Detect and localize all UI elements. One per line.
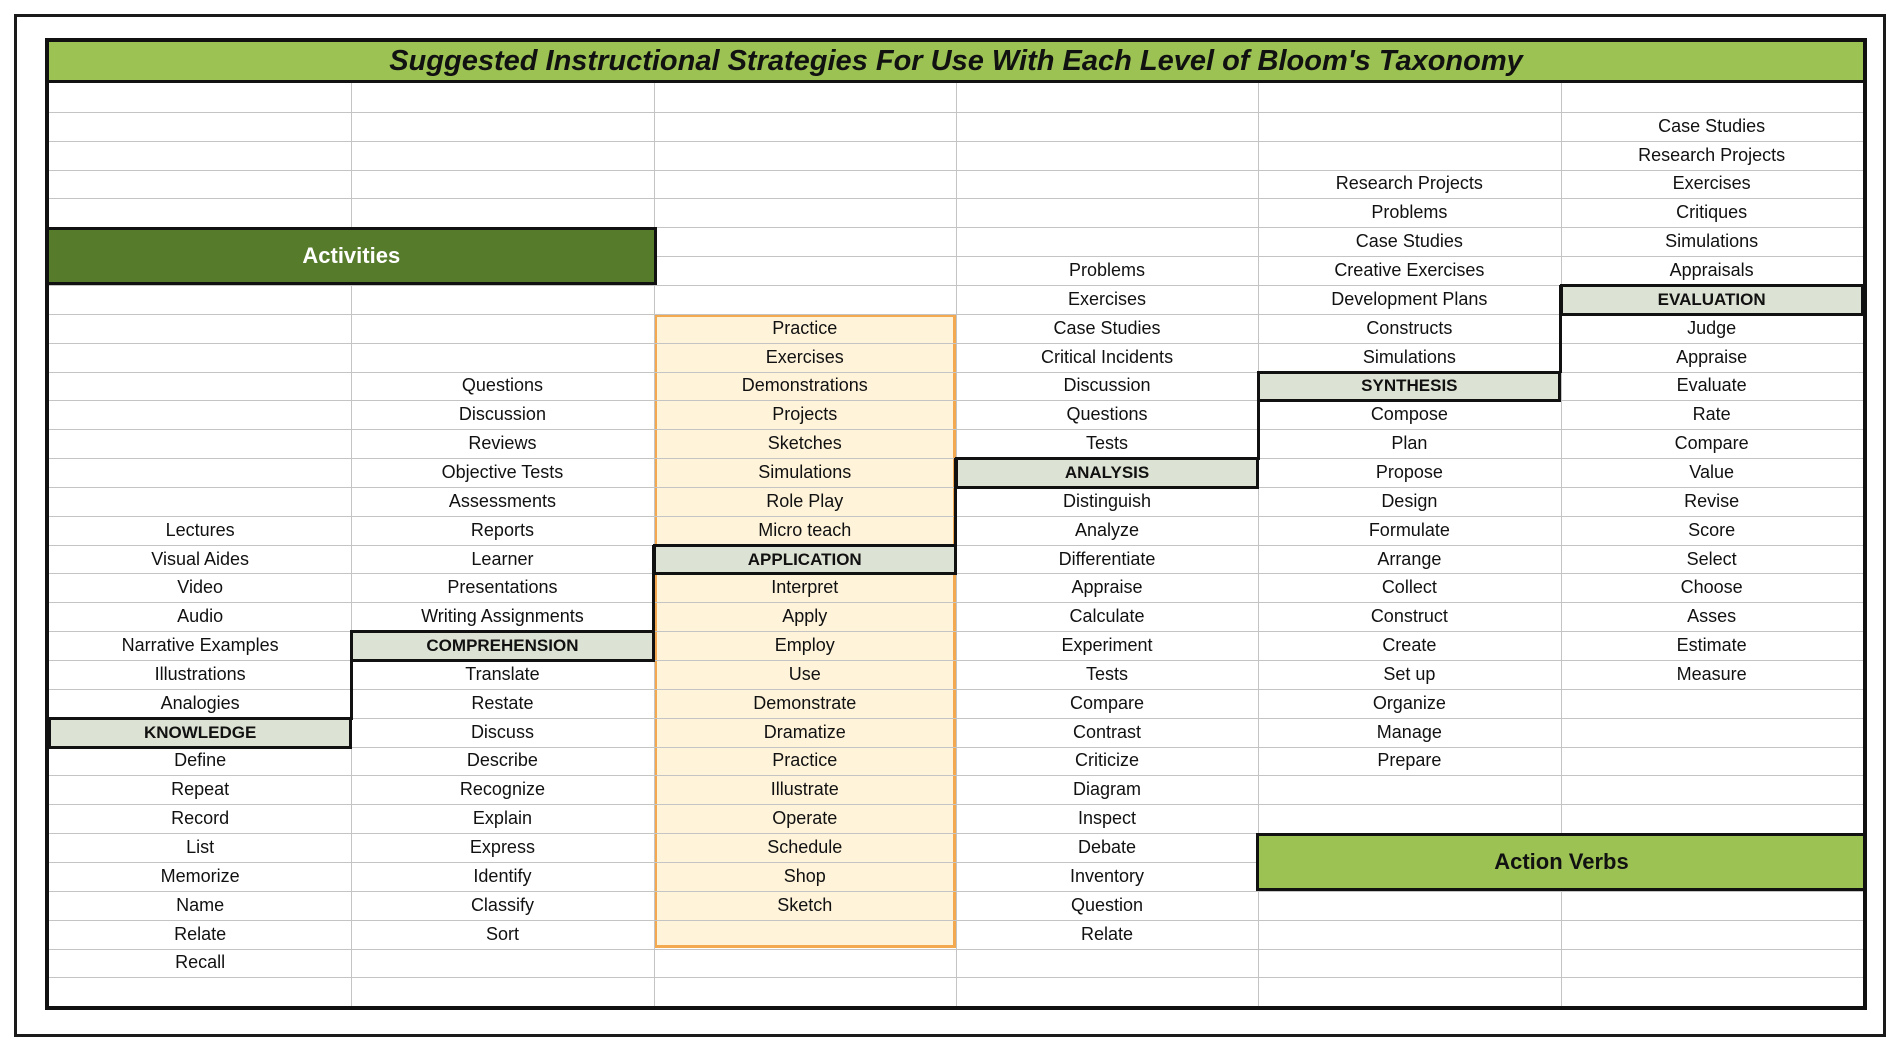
action-verb-item: Employ (774, 635, 835, 656)
action-verb-item: Record (171, 808, 230, 829)
action-verb-item: Operate (772, 808, 838, 829)
activity-item: Problems (1069, 260, 1146, 281)
activity-item: Reports (470, 519, 534, 540)
activity-item: Illustrations (154, 663, 246, 684)
activity-item: Tests (1086, 433, 1129, 454)
action-verb-item: Express (469, 837, 535, 858)
activity-item: Discussion (1063, 375, 1151, 396)
activity-item: Objective Tests (441, 461, 564, 482)
action-verb-item: Organize (1372, 692, 1446, 713)
level-header-evaluation: EVALUATION (1560, 284, 1864, 316)
action-verb-item: Design (1381, 490, 1438, 511)
action-verb-item: Question (1071, 894, 1144, 915)
activity-item: Role Play (766, 490, 844, 511)
action-verb-item: Prepare (1377, 750, 1442, 771)
activity-item: Sketches (767, 433, 842, 454)
activity-item: Exercises (1672, 173, 1751, 194)
action-verb-item: Appraise (1676, 346, 1748, 367)
action-verb-item: Recognize (459, 779, 545, 800)
activity-item: Simulations (1665, 231, 1759, 252)
action-verb-item: Explain (472, 808, 532, 829)
activity-item: Writing Assignments (421, 606, 584, 627)
activity-item: Critiques (1676, 202, 1748, 223)
action-verb-item: Describe (466, 750, 538, 771)
taxonomy-sheet (45, 38, 1867, 1010)
activity-item: Critical Incidents (1041, 346, 1174, 367)
action-verb-item: Relate (174, 923, 227, 944)
activity-item: Questions (1066, 404, 1148, 425)
action-verb-item: Practice (772, 750, 838, 771)
action-verb-item: Rate (1692, 404, 1731, 425)
level-header-synthesis: SYNTHESIS (1257, 371, 1561, 403)
action-verb-item: List (186, 837, 215, 858)
action-verb-item: Estimate (1676, 635, 1747, 656)
activity-item: Discussion (458, 404, 546, 425)
action-verb-item: Memorize (160, 865, 240, 886)
action-verb-item: Score (1688, 519, 1736, 540)
action-verb-item: Differentiate (1058, 548, 1156, 569)
action-verb-item: Value (1689, 461, 1734, 482)
action-verb-item: Calculate (1069, 606, 1145, 627)
activity-item: Learner (471, 548, 534, 569)
action-verb-item: Tests (1086, 663, 1129, 684)
activity-item: Narrative Examples (121, 635, 279, 656)
action-verb-item: Compare (1070, 692, 1145, 713)
activity-item: Case Studies (1658, 115, 1766, 136)
action-verb-item: Name (176, 894, 225, 915)
activity-item: Problems (1371, 202, 1448, 223)
action-verb-item: Select (1686, 548, 1737, 569)
activity-item: Lectures (165, 519, 235, 540)
activity-item: Analogies (160, 692, 240, 713)
activity-item: Assessments (448, 490, 556, 511)
action-verb-item: Illustrate (770, 779, 839, 800)
action-verb-item: Apply (782, 606, 828, 627)
action-verb-item: Relate (1081, 923, 1134, 944)
activity-item: Practice (772, 317, 838, 338)
action-verb-item: Plan (1391, 433, 1428, 454)
action-verb-item: Judge (1687, 317, 1737, 338)
activity-item: Creative Exercises (1334, 260, 1485, 281)
activity-item: Exercises (1068, 288, 1147, 309)
action-verb-item: Compose (1370, 404, 1448, 425)
level-header-comprehension: COMPREHENSION (350, 630, 654, 662)
action-verb-item: Propose (1375, 461, 1443, 482)
activity-item: Video (177, 577, 223, 598)
activities-banner: Activities (46, 227, 657, 285)
action-verb-item: Sketch (777, 894, 833, 915)
activity-item: Research Projects (1638, 144, 1786, 165)
activity-item: Visual Aides (151, 548, 250, 569)
action-verb-item: Experiment (1061, 635, 1153, 656)
action-verb-item: Revise (1684, 490, 1740, 511)
action-verb-item: Construct (1370, 606, 1448, 627)
action-verbs-banner: Action Verbs (1256, 833, 1867, 891)
action-verb-item: Arrange (1377, 548, 1442, 569)
level-header-analysis: ANALYSIS (955, 457, 1259, 489)
action-verb-item: Compare (1674, 433, 1749, 454)
action-verb-item: Translate (465, 663, 540, 684)
action-verb-item: Shop (783, 865, 826, 886)
activity-item: Exercises (765, 346, 844, 367)
action-verb-item: Criticize (1075, 750, 1140, 771)
action-verb-item: Demonstrate (753, 692, 857, 713)
activity-item: Research Projects (1335, 173, 1483, 194)
activity-item: Reviews (468, 433, 537, 454)
action-verb-item: Asses (1687, 606, 1737, 627)
action-verb-item: Create (1382, 635, 1437, 656)
action-verb-item: Schedule (767, 837, 843, 858)
level-header-knowledge: KNOWLEDGE (48, 717, 352, 749)
action-verb-item: Classify (470, 894, 534, 915)
action-verb-item: Formulate (1368, 519, 1450, 540)
activity-item: Case Studies (1053, 317, 1161, 338)
activity-item: Micro teach (758, 519, 852, 540)
activity-item: Audio (177, 606, 224, 627)
action-verb-item: Inspect (1078, 808, 1137, 829)
action-verb-item: Interpret (771, 577, 839, 598)
activity-item: Constructs (1366, 317, 1453, 338)
action-verb-item: Analyze (1075, 519, 1140, 540)
action-verb-item: Collect (1381, 577, 1437, 598)
action-verb-item: Repeat (171, 779, 230, 800)
activity-item: Case Studies (1355, 231, 1463, 252)
activity-item: Development Plans (1331, 288, 1488, 309)
action-verb-item: Sort (485, 923, 519, 944)
action-verb-item: Define (174, 750, 227, 771)
activity-item: Simulations (1362, 346, 1456, 367)
action-verb-item: Discuss (470, 721, 534, 742)
action-verb-item: Appraise (1071, 577, 1143, 598)
action-verb-item: Debate (1078, 837, 1137, 858)
action-verb-item: Measure (1676, 663, 1747, 684)
sheet-title: Suggested Instructional Strategies For Use With Each Level of Bloom's Taxonomy (49, 42, 1863, 83)
activity-item: Demonstrations (741, 375, 868, 396)
action-verb-item: Dramatize (763, 721, 846, 742)
level-header-application: APPLICATION (653, 544, 957, 576)
action-verb-item: Use (788, 663, 821, 684)
activity-item: Simulations (758, 461, 852, 482)
activity-item: Appraisals (1669, 260, 1754, 281)
activity-item: Projects (772, 404, 838, 425)
action-verb-item: Recall (175, 952, 226, 973)
action-verb-item: Contrast (1073, 721, 1142, 742)
action-verb-item: Restate (471, 692, 534, 713)
action-verb-item: Inventory (1070, 865, 1145, 886)
action-verb-item: Distinguish (1063, 490, 1152, 511)
action-verb-item: Evaluate (1676, 375, 1747, 396)
action-verb-item: Diagram (1073, 779, 1142, 800)
action-verb-item: Set up (1383, 663, 1436, 684)
activity-item: Presentations (447, 577, 558, 598)
activity-item: Questions (461, 375, 543, 396)
action-verb-item: Identify (473, 865, 532, 886)
action-verb-item: Choose (1680, 577, 1743, 598)
action-verb-item: Manage (1376, 721, 1442, 742)
